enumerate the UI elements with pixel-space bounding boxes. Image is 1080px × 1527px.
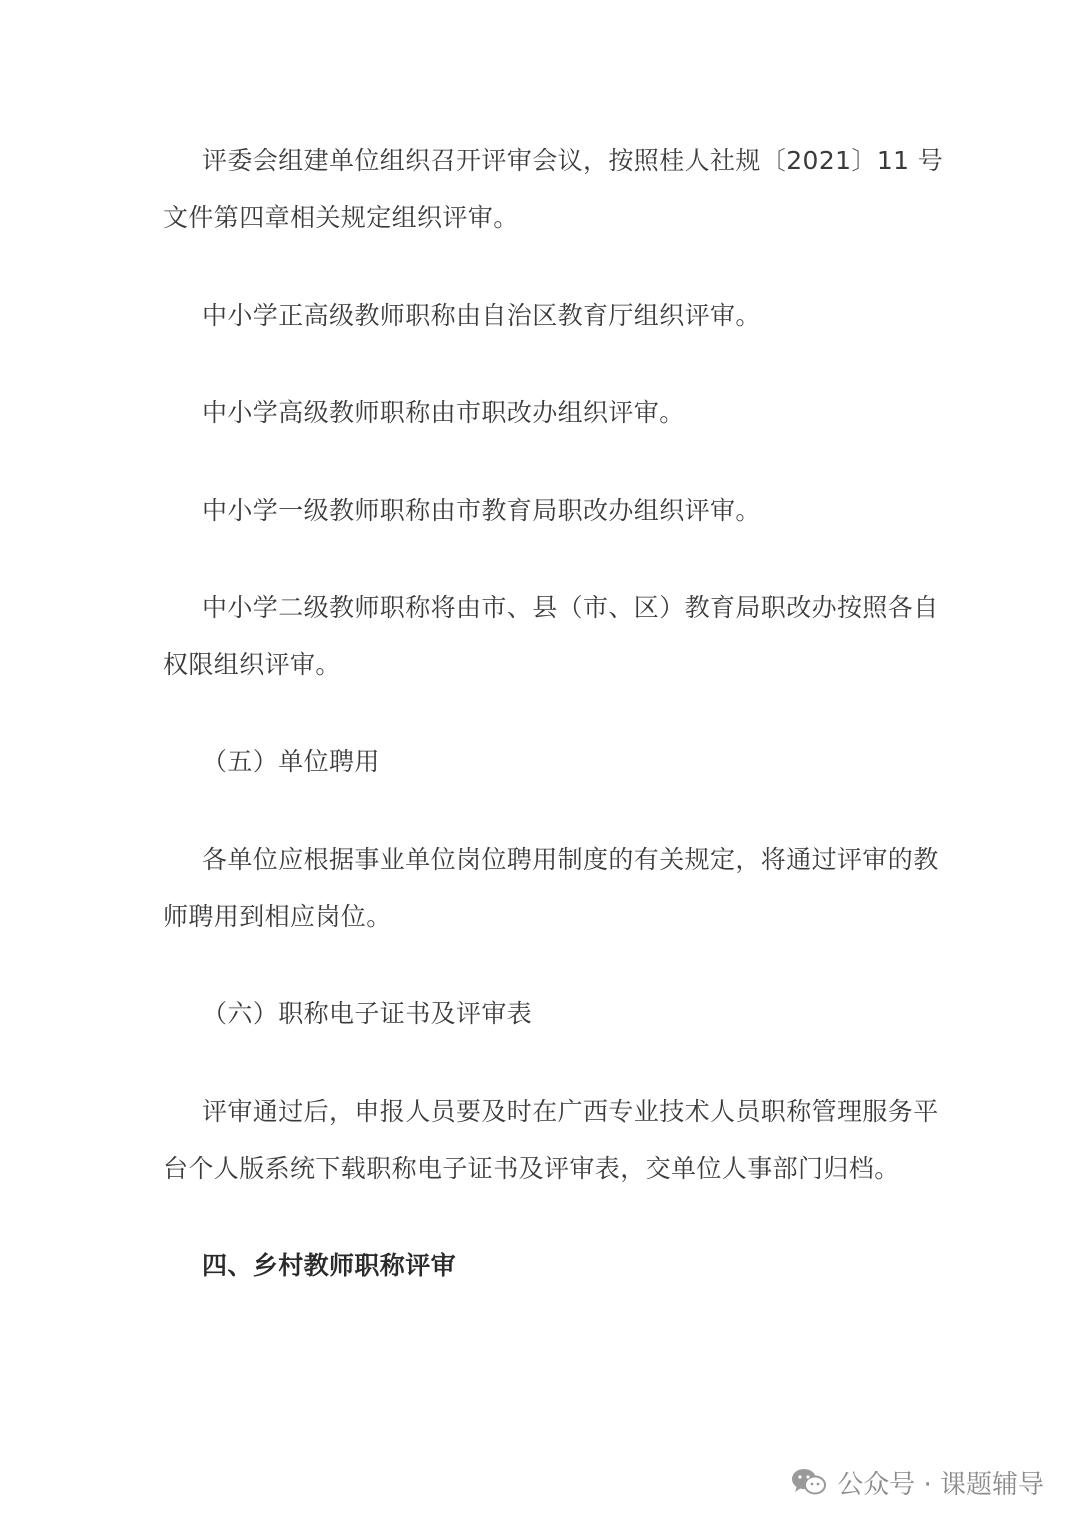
watermark <box>791 1462 1044 1502</box>
p3: 中小学高级教师职称由市职改办组织评审。 <box>202 398 685 427</box>
p7-line1: 评审通过后，申报人员要及时在广西专业技术人员职称管理服务平 <box>202 1097 939 1126</box>
p2: 中小学正高级教师职称由自治区教育厅组织评审。 <box>202 301 761 330</box>
p6-line1: 各单位应根据事业单位岗位聘用制度的有关规定，将通过评审的教 <box>202 845 939 874</box>
p5-line1: 中小学二级教师职称将由市、县（市、区）教育局职改办按照各自 <box>202 593 939 622</box>
p4: 中小学一级教师职称由市教育局职改办组织评审。 <box>202 496 761 525</box>
p6-line2: 师聘用到相应岗位。 <box>163 902 392 931</box>
p5-line2: 权限组织评审。 <box>163 650 341 679</box>
p7-line2: 台个人版系统下载职称电子证书及评审表，交单位人事部门归档。 <box>163 1154 900 1183</box>
p1-line1: 评委会组建单位组织召开评审会议，按照桂人社规〔2021〕11 号 <box>202 146 944 175</box>
heading-5: （五）单位聘用 <box>202 747 380 776</box>
p1-line2: 文件第四章相关规定组织评审。 <box>163 203 519 232</box>
heading-6: （六）职称电子证书及评审表 <box>202 999 533 1028</box>
section-4-heading: 四、乡村教师职称评审 <box>202 1251 457 1280</box>
watermark-text: 公众号 · 课题辅导 <box>837 1469 1044 1500</box>
wechat-icon <box>791 1467 827 1497</box>
